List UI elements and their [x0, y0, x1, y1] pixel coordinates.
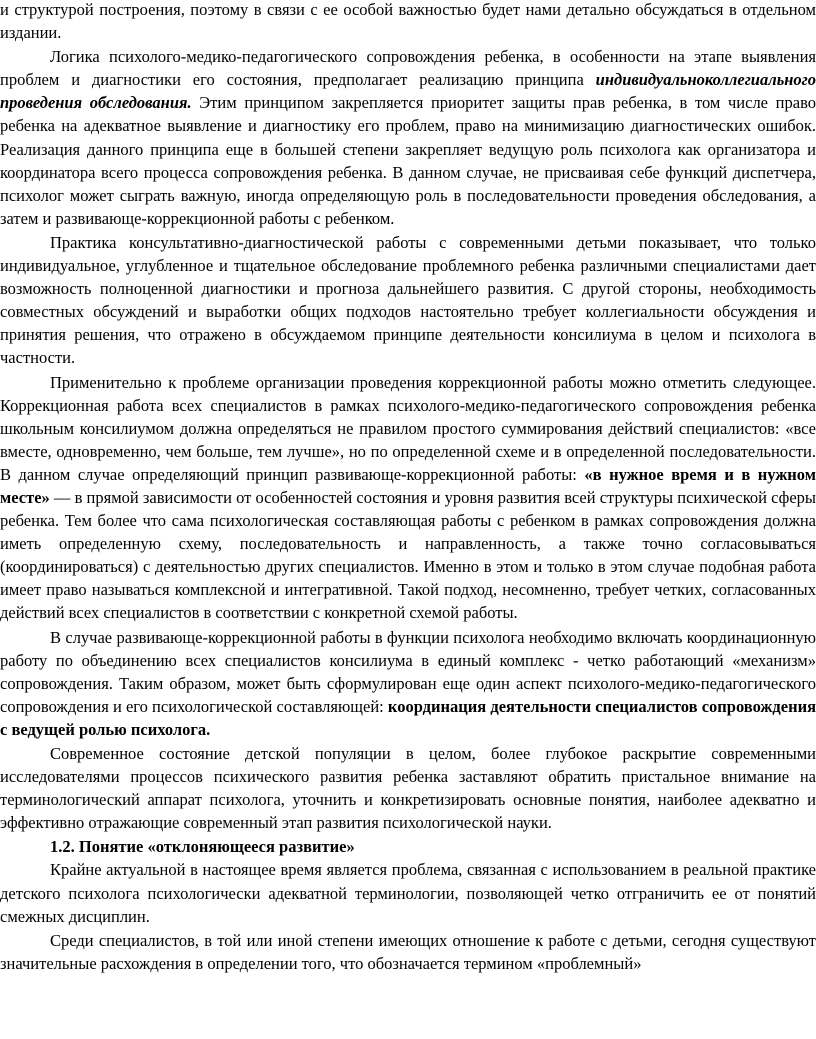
paragraph-correction-work	[0, 371, 816, 625]
paragraph-coordination	[0, 626, 816, 741]
paragraph-text: Этим принципом закрепляется приоритет защиты прав ребенка, в том числе право ребенка на адекватное выявление и диагностику его проблем, право на минимизацию диагностических ошибок. Реализация данного принципа еще в большей степени закрепляет ведущую роль психолога как организатора и координатора всего процесса сопровождения ребенка. В данном случае, не присваивая себе функций диспетчера, психолог может сыграть важную, иногда определяющую роль в последовательности проведения обследования, а затем и развивающе-коррекционной работы с ребенком.	[0, 93, 816, 228]
paragraph-terminology-problem: Крайне актуальной в настоящее время является проблема, связанная с использованием в реальной практике детского психолога психологически адекватной терминологии, позволяющей четко отграничить ее от понятий смежных дисциплин.	[0, 860, 816, 926]
paragraph-terminology: Современное состояние детской популяции в целом, более глубокое раскрытие современными исследователями процессов психического развития ребенка заставляют обратить пристальное внимание на терминологический аппарат психолога, уточнить и конкретизировать основные понятия, наиболее адекватно и эффективно отражающие современный этап развития психологической науки.	[0, 744, 816, 833]
paragraph-individual-collegial-principle	[0, 45, 816, 230]
principle-emphasis: «в нужное время и в нужном месте»	[0, 464, 816, 507]
paragraph-continuation: и структурой построения, поэтому в связи с ее особой важностью будет нами детально обсуждаться в отдельном издании.	[0, 0, 816, 43]
aspect-emphasis: координация деятельности специалистов сопровождения с ведущей ролью психолога.	[0, 696, 816, 739]
section-heading: 1.2. Понятие «отклоняющееся развитие»	[50, 837, 355, 857]
paragraph-specialists-disagreement: Среди специалистов, в той или иной степени имеющих отношение к работе с детьми, сегодня существуют значительные расхождения в определении того, что обозначается термином «проблемный»	[0, 930, 816, 973]
paragraph-text: Логика психолого-медико-педагогического сопровождения ребенка, в особенности на этапе выявления проблем и диагностики его состояния, предполагает реализацию принципа	[0, 47, 816, 90]
paragraph-text: Применительно к проблеме организации проведения коррекционной работы можно отметить следующее. Коррекционная работа всех специалистов в рамках психолого-медико-педагогического сопровождения ребенка школьным консилиумом должна определяться не правилом простого суммирования действий специалистов: «все вместе, одновременно, чем больше, тем лучше», но по определенной схеме и в определенной последовательности. В данном случае определяющий принцип развивающе-коррекционной работы:	[0, 372, 816, 484]
paragraph-text: В случае развивающе-коррекционной работы в функции психолога необходимо включать координационную работу по объединению всех специалистов консилиума в единый комплекс - четко работающий «механизм» сопровождения. Таким образом, может быть сформулирован еще один аспект психолого-медико-педагогического сопровождения и его психологической составляющей:	[0, 627, 816, 716]
paragraph-text: — в прямой зависимости от особенностей состояния и уровня развития всей структуры психической сферы ребенка. Тем более что сама психологическая составляющая работы с ребенком в рамках сопровождения должна иметь определенную схему, последовательность и направленность, а также точно согласовываться (координироваться) с деятельностью других специалистов. Именно в этом и только в этом случае подобная работа имеет право называться комплексной и интегративной. Такой подход, несомненно, требует четких, согласованных действий всех специалистов в соответствии с конкретной схемой работы.	[0, 487, 816, 623]
paragraph-consultative-practice: Практика консультативно-диагностической работы с современными детьми показывает, что только индивидуальное, углубленное и тщательное обследование проблемного ребенка различными специалистами дает возможность полноценной диагностики и прогноза дальнейшего развития. С другой стороны, необходимость совместных обсуждений и выработки общих подходов настоятельно требует коллегиальности обсуждения и принятия решения, что отражено в обсуждаемом принципе деятельности консилиума в целом и психолога в частности.	[0, 232, 816, 368]
principle-emphasis: индивидуальноколлегиального проведения обследования.	[0, 70, 816, 113]
